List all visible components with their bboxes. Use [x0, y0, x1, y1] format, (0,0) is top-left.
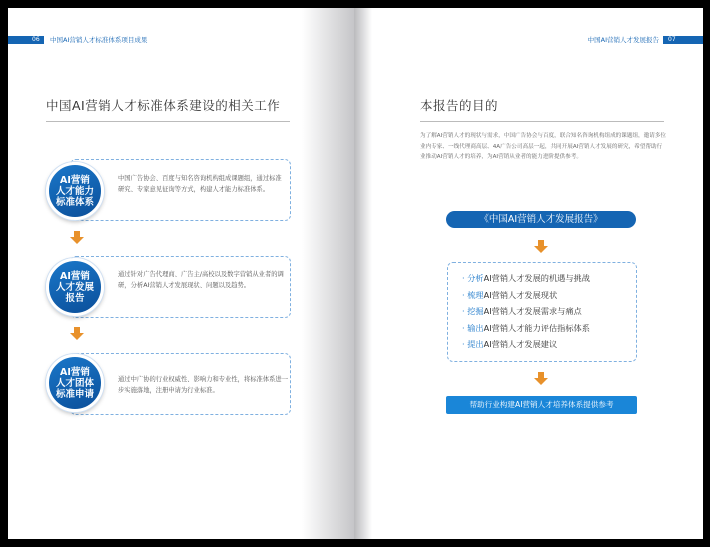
left-title-rule	[46, 121, 290, 122]
left-page-title: 中国AI营销人才标准体系建设的相关工作	[46, 98, 281, 113]
goal-keyword-1: 分析	[467, 273, 484, 283]
right-page-title: 本报告的目的	[420, 98, 499, 113]
step-circle-1	[46, 162, 104, 220]
step-text-1: 中国广告协会、百度与知名咨询机构组成课题组，通过标准研究、专家意见征询等方式，构建人才能力标准体系。	[118, 175, 282, 193]
goal-item-3: · 挖掘AI营销人才发展需求与痛点	[462, 306, 582, 316]
left-page	[8, 8, 354, 539]
down-arrow-icon	[534, 372, 548, 386]
down-arrow-icon	[534, 240, 548, 254]
goal-rest-4: AI营销人才能力评估指标体系	[483, 322, 590, 333]
step-circle-2	[46, 258, 104, 316]
step-circle-3	[46, 354, 104, 412]
goal-keyword-5: 提出	[467, 339, 484, 349]
goal-rest-3: AI营销人才发展需求与痛点	[483, 306, 582, 316]
left-gutter-shadow	[302, 8, 354, 539]
step-text-3: 通过中广协的行业权威性、影响力和专业性，将标准体系进一步实施落地，注册申请为行业标准。	[118, 376, 289, 394]
down-arrow-icon	[70, 327, 84, 341]
right-header-text: 中国AI营销人才发展报告	[587, 36, 659, 44]
goal-item-4: · 输出AI营销人才能力评估指标体系	[462, 322, 590, 333]
goal-item-5: · 提出AI营销人才发展建议	[462, 339, 558, 349]
step-label-2: AI营销 人才发展 报告	[55, 270, 94, 304]
goal-rest-2: AI营销人才发展现状	[483, 289, 558, 300]
step-label-1: AI营销 人才能力 标准体系	[55, 174, 94, 208]
goal-rest-5: AI营销人才发展建议	[483, 339, 558, 349]
goal-item-1: · 分析AI营销人才发展的机遇与挑战	[462, 273, 590, 283]
purpose-paragraph: 为了解AI营销人才的现状与需求，中国广告协会与百度，联合知名咨询机构组成的课题组，邀请多位业内专家、一线代理商高层、4A广告公司高层一起，共同开展AI营销人才发展的研究，希望帮助行业推动AI营销人才的培养，为AI营销从业者的能力进阶提供参考。	[420, 133, 667, 160]
down-arrow-icon	[70, 231, 84, 245]
goal-keyword-3: 挖掘	[467, 306, 484, 316]
step-text-2: 通过针对广告代理商、广告主/高校以及数字营销从业者的调研，分析AI营销人才发展现状、问题以及趋势。	[118, 271, 284, 289]
conclusion-banner: 帮助行业构建AI营销人才培养体系提供参考	[446, 396, 637, 414]
left-header-text: 中国AI营销人才标准体系项目成果	[50, 36, 148, 44]
right-gutter-shadow	[354, 8, 372, 539]
goal-item-2: · 梳理AI营销人才发展现状	[462, 289, 558, 300]
right-page	[354, 8, 703, 539]
report-title-pill: 《中国AI营销人才发展报告》	[446, 211, 636, 228]
goal-rest-1: AI营销人才发展的机遇与挑战	[483, 273, 590, 283]
right-page-number: 07	[668, 36, 676, 43]
goal-keyword-2: 梳理	[467, 289, 484, 300]
left-page-number: 06	[32, 36, 40, 43]
step-label-3: AI营销 人才团体 标准申请	[55, 366, 94, 400]
right-title-rule	[420, 121, 664, 122]
goals-list	[462, 270, 632, 353]
goal-keyword-4: 输出	[467, 322, 484, 333]
